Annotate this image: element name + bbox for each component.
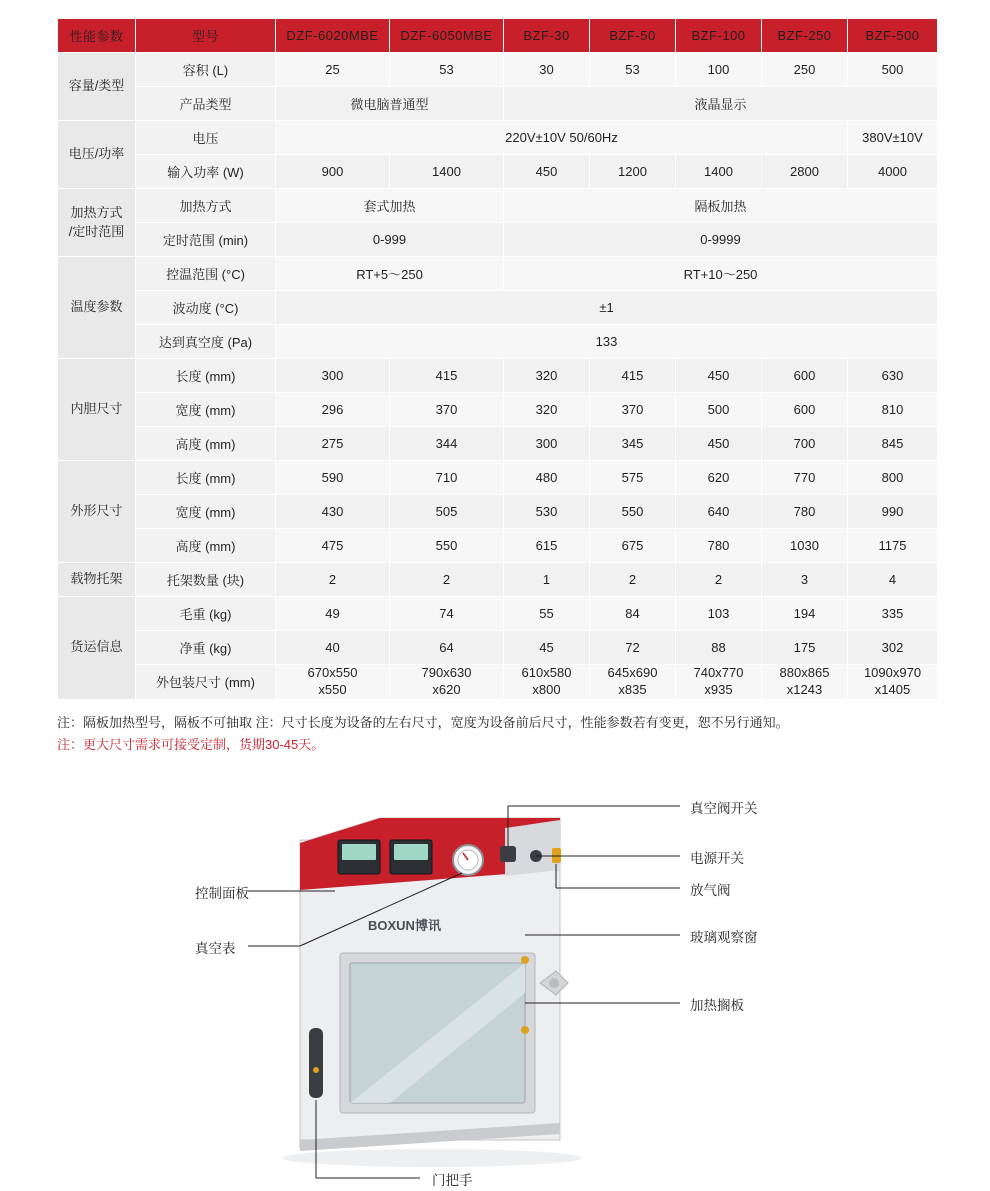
row-label: 托架数量 (块): [136, 563, 276, 597]
table-row: [58, 257, 938, 291]
callout-vacuum-gauge: 真空表: [195, 940, 236, 956]
header-cell-4: BZF-30: [504, 19, 590, 53]
table-cell: 30: [504, 53, 590, 87]
table-cell: 430: [276, 495, 390, 529]
oven-illustration: [0, 778, 990, 1191]
table-cell: 740x770 x935: [676, 665, 762, 700]
table-cell: 液晶显示: [504, 87, 938, 121]
table-row: [58, 121, 938, 155]
table-cell: 1030: [762, 529, 848, 563]
header-cell-0: 性能参数: [58, 19, 136, 53]
table-cell: 780: [676, 529, 762, 563]
table-cell: 780: [762, 495, 848, 529]
table-cell: 84: [590, 597, 676, 631]
table-row: [58, 155, 938, 189]
table-cell: 450: [504, 155, 590, 189]
row-label: 高度 (mm): [136, 529, 276, 563]
table-cell: 4: [848, 563, 938, 597]
table-cell: 370: [390, 393, 504, 427]
table-cell: 900: [276, 155, 390, 189]
table-row: [58, 597, 938, 631]
row-label: 输入功率 (W): [136, 155, 276, 189]
table-cell: 4000: [848, 155, 938, 189]
table-cell: 1: [504, 563, 590, 597]
table-cell: 2: [676, 563, 762, 597]
row-label: 定时范围 (min): [136, 223, 276, 257]
table-cell: 575: [590, 461, 676, 495]
header-cell-5: BZF-50: [590, 19, 676, 53]
table-cell: 2: [276, 563, 390, 597]
table-cell: 53: [390, 53, 504, 87]
table-cell: 550: [390, 529, 504, 563]
table-cell: 250: [762, 53, 848, 87]
callout-glass-window: 玻璃观察窗: [690, 929, 758, 945]
table-cell: 620: [676, 461, 762, 495]
table-cell: 微电脑普通型: [276, 87, 504, 121]
table-cell: 480: [504, 461, 590, 495]
header-cell-7: BZF-250: [762, 19, 848, 53]
callout-heating-shelf: 加热搁板: [690, 997, 744, 1013]
row-label: 高度 (mm): [136, 427, 276, 461]
table-cell: 300: [276, 359, 390, 393]
header-cell-1: 型号: [136, 19, 276, 53]
table-cell: 套式加热: [276, 189, 504, 223]
table-cell: RT+10～250: [504, 257, 938, 291]
table-cell: ±1: [276, 291, 938, 325]
table-cell: 64: [390, 631, 504, 665]
table-row: [58, 393, 938, 427]
callout-air-release-valve: 放气阀: [690, 882, 731, 898]
table-cell: 2: [590, 563, 676, 597]
table-row: [58, 359, 938, 393]
callout-vacuum-valve-switch: 真空阀开关: [690, 800, 758, 816]
table-row: [58, 427, 938, 461]
table-row: [58, 325, 938, 359]
table-cell: 380V±10V: [848, 121, 938, 155]
table-cell: 675: [590, 529, 676, 563]
table-cell: 800: [848, 461, 938, 495]
row-group-category: 内胆尺寸: [58, 359, 136, 461]
table-cell: 302: [848, 631, 938, 665]
table-row: [58, 87, 938, 121]
table-row: [58, 631, 938, 665]
table-cell: 345: [590, 427, 676, 461]
table-cell: 1400: [676, 155, 762, 189]
row-label: 长度 (mm): [136, 461, 276, 495]
callout-power-switch: 电源开关: [690, 850, 744, 866]
table-cell: 475: [276, 529, 390, 563]
table-cell: 500: [848, 53, 938, 87]
table-cell: 2800: [762, 155, 848, 189]
table-cell: 550: [590, 495, 676, 529]
row-label: 产品类型: [136, 87, 276, 121]
row-group-category: 载物托架: [58, 563, 136, 597]
row-label: 毛重 (kg): [136, 597, 276, 631]
table-cell: 25: [276, 53, 390, 87]
specification-table: [57, 18, 938, 700]
row-group-category: 外形尺寸: [58, 461, 136, 563]
table-cell: 610x580 x800: [504, 665, 590, 700]
table-cell: 1090x970 x1405: [848, 665, 938, 700]
row-label: 宽度 (mm): [136, 495, 276, 529]
table-cell: 49: [276, 597, 390, 631]
table-cell: 320: [504, 359, 590, 393]
row-label: 达到真空度 (Pa): [136, 325, 276, 359]
table-body: [58, 53, 938, 700]
table-cell: 隔板加热: [504, 189, 938, 223]
table-cell: 630: [848, 359, 938, 393]
row-label: 容积 (L): [136, 53, 276, 87]
table-cell: 55: [504, 597, 590, 631]
table-cell: 415: [390, 359, 504, 393]
table-cell: 72: [590, 631, 676, 665]
table-cell: 845: [848, 427, 938, 461]
notes-block: [57, 712, 957, 756]
table-row: [58, 223, 938, 257]
table-cell: 710: [390, 461, 504, 495]
table-cell: 450: [676, 427, 762, 461]
table-cell: 40: [276, 631, 390, 665]
table-cell: 2: [390, 563, 504, 597]
table-row: [58, 665, 938, 700]
table-cell: 370: [590, 393, 676, 427]
svg-text:BOXUN博讯: BOXUN博讯: [368, 917, 441, 933]
table-cell: 74: [390, 597, 504, 631]
table-row: [58, 495, 938, 529]
table-cell: 335: [848, 597, 938, 631]
table-cell: 505: [390, 495, 504, 529]
table-cell: 45: [504, 631, 590, 665]
table-row: [58, 291, 938, 325]
table-cell: 645x690 x835: [590, 665, 676, 700]
row-label: 净重 (kg): [136, 631, 276, 665]
table-cell: 220V±10V 50/60Hz: [276, 121, 848, 155]
table-cell: 100: [676, 53, 762, 87]
note-line-1: 注：隔板加热型号，隔板不可抽取 注：尺寸长度为设备的左右尺寸，宽度为设备前后尺寸，性能参数若有变更，恕不另行通知。: [57, 714, 789, 730]
header-cell-6: BZF-100: [676, 19, 762, 53]
table-cell: 275: [276, 427, 390, 461]
table-cell: 615: [504, 529, 590, 563]
callout-control-panel: 控制面板: [195, 885, 249, 901]
table-cell: 600: [762, 359, 848, 393]
table-cell: 0-999: [276, 223, 504, 257]
table-cell: RT+5～250: [276, 257, 504, 291]
table-cell: 53: [590, 53, 676, 87]
table-cell: 175: [762, 631, 848, 665]
table-cell: 590: [276, 461, 390, 495]
table-cell: 194: [762, 597, 848, 631]
table-row: [58, 529, 938, 563]
table-cell: 344: [390, 427, 504, 461]
table-cell: 1200: [590, 155, 676, 189]
table-cell: 790x630 x620: [390, 665, 504, 700]
table-cell: 640: [676, 495, 762, 529]
table-cell: 990: [848, 495, 938, 529]
product-diagram: [0, 778, 990, 1191]
table-cell: 300: [504, 427, 590, 461]
table-cell: 1175: [848, 529, 938, 563]
table-cell: 810: [848, 393, 938, 427]
note-line-2: 注：更大尺寸需求可接受定制，货期30-45天。: [57, 736, 325, 752]
table-cell: 500: [676, 393, 762, 427]
row-label: 波动度 (°C): [136, 291, 276, 325]
table-cell: 0-9999: [504, 223, 938, 257]
table-cell: 103: [676, 597, 762, 631]
table-row: [58, 189, 938, 223]
table-cell: 450: [676, 359, 762, 393]
table-cell: 700: [762, 427, 848, 461]
table-row: [58, 53, 938, 87]
table-cell: 600: [762, 393, 848, 427]
row-group-category: 加热方式 /定时范围: [58, 189, 136, 257]
table-header-row: [58, 19, 938, 53]
table-cell: 1400: [390, 155, 504, 189]
row-label: 加热方式: [136, 189, 276, 223]
table-cell: 770: [762, 461, 848, 495]
header-cell-3: DZF-6050MBE: [390, 19, 504, 53]
row-group-category: 电压/功率: [58, 121, 136, 189]
header-cell-2: DZF-6020MBE: [276, 19, 390, 53]
table-cell: 415: [590, 359, 676, 393]
table-cell: 880x865 x1243: [762, 665, 848, 700]
table-cell: 296: [276, 393, 390, 427]
table-cell: 670x550 x550: [276, 665, 390, 700]
row-label: 宽度 (mm): [136, 393, 276, 427]
row-group-category: 容量/类型: [58, 53, 136, 121]
row-label: 控温范围 (°C): [136, 257, 276, 291]
table-cell: 3: [762, 563, 848, 597]
table-row: [58, 461, 938, 495]
table-cell: 88: [676, 631, 762, 665]
row-label: 电压: [136, 121, 276, 155]
callout-door-handle: 门把手: [432, 1172, 473, 1188]
header-cell-8: BZF-500: [848, 19, 938, 53]
table-cell: 133: [276, 325, 938, 359]
table-row: [58, 563, 938, 597]
row-group-category: 温度参数: [58, 257, 136, 359]
table-cell: 320: [504, 393, 590, 427]
table-cell: 530: [504, 495, 590, 529]
row-label: 外包装尺寸 (mm): [136, 665, 276, 700]
row-label: 长度 (mm): [136, 359, 276, 393]
row-group-category: 货运信息: [58, 597, 136, 700]
